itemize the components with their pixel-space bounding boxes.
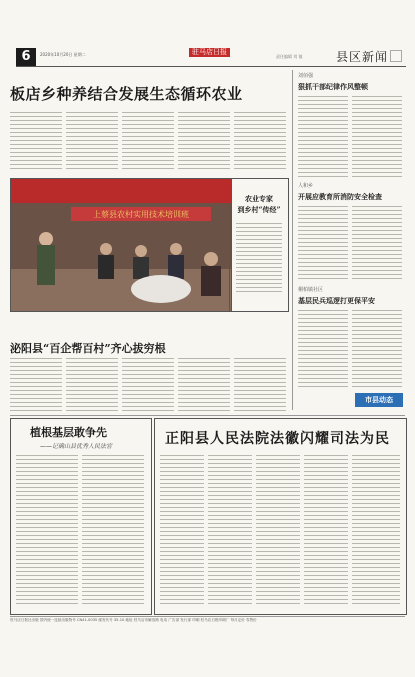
sidebar-3-body-a — [298, 310, 348, 388]
court-col3 — [256, 455, 300, 605]
left-bottom-subhead: ——记确山县优秀人民法官 — [40, 443, 113, 450]
paper-name: 驻马店日报 — [189, 48, 230, 57]
news-photo — [10, 178, 232, 312]
column-stamp — [355, 393, 403, 407]
court-col2 — [208, 455, 252, 605]
sidebar-divider — [292, 70, 293, 410]
sidebar-2-body-b — [352, 206, 402, 282]
left-bottom-col2 — [82, 455, 144, 605]
sidebar-3-title: 基层民兵巡逻打更保平安 — [298, 297, 375, 305]
mid-headline: 泌阳县“百企帮百村”齐心拔穷根 — [10, 342, 166, 355]
footer-info: 驻马店日报社出版 国内统一连续出版物号 CN41-0035 邮发代号 35-10 地址 驻马店市解放路 电话 广告部 发行部 印刷 驻马店日报印刷厂 每月定价 零售价 — [10, 618, 257, 622]
sidebar-1-title: 狠抓干部纪律作风整顿 — [298, 83, 368, 91]
issue-date: 2020年10月20日 星期二 — [40, 52, 86, 57]
main-body-col2 — [66, 112, 118, 172]
photo-caption — [229, 178, 289, 312]
mid-body-col1 — [10, 358, 62, 414]
left-bottom-headline: 植根基层敢争先 — [30, 426, 107, 439]
court-col5 — [352, 455, 400, 605]
mid-body-col4 — [178, 358, 230, 414]
section-divider — [10, 415, 405, 416]
sidebar-1-body-a — [298, 96, 348, 178]
court-col1 — [160, 455, 204, 605]
corner-mark-icon — [390, 50, 402, 62]
main-body-col5 — [234, 112, 286, 172]
sidebar-2-place: 人和乡 — [298, 183, 314, 189]
photo-caption-title: 农业专家 到乡村“传经” — [237, 194, 281, 214]
sidebar-2-body-a — [298, 206, 348, 282]
photo-caption-body — [236, 223, 282, 295]
sidebar-3-body-b — [352, 310, 402, 388]
main-body-col4 — [178, 112, 230, 172]
sidebar-1-body-b — [352, 96, 402, 178]
left-bottom-col1 — [16, 455, 78, 605]
mid-body-col2 — [66, 358, 118, 414]
sidebar-2-title: 开展应教育所消防安全检查 — [298, 193, 382, 201]
main-body-col1 — [10, 112, 62, 172]
sidebar-1-place: 刘佰强 — [298, 73, 314, 79]
footer-rule — [10, 616, 405, 617]
section-title: 县区新闻 — [336, 50, 389, 64]
main-body-col3 — [122, 112, 174, 172]
mid-body-col3 — [122, 358, 174, 414]
header-rule — [16, 66, 406, 67]
mid-body-col5 — [234, 358, 286, 414]
main-headline: 板店乡种养结合发展生态循环农业 — [10, 85, 243, 103]
column-stamp-label: 市县动态 — [365, 396, 393, 404]
photo-banner-text: 上蔡县农村实用技术培训班 — [93, 210, 189, 219]
page-number: 6 — [16, 48, 36, 66]
page-editor: 责任编辑 刘 镇 — [276, 54, 303, 59]
court-col4 — [304, 455, 348, 605]
court-headline: 正阳县人民法院法徽闪耀司法为民 — [165, 431, 390, 447]
sidebar-3-place: 桐柏镇社区 — [298, 287, 324, 293]
